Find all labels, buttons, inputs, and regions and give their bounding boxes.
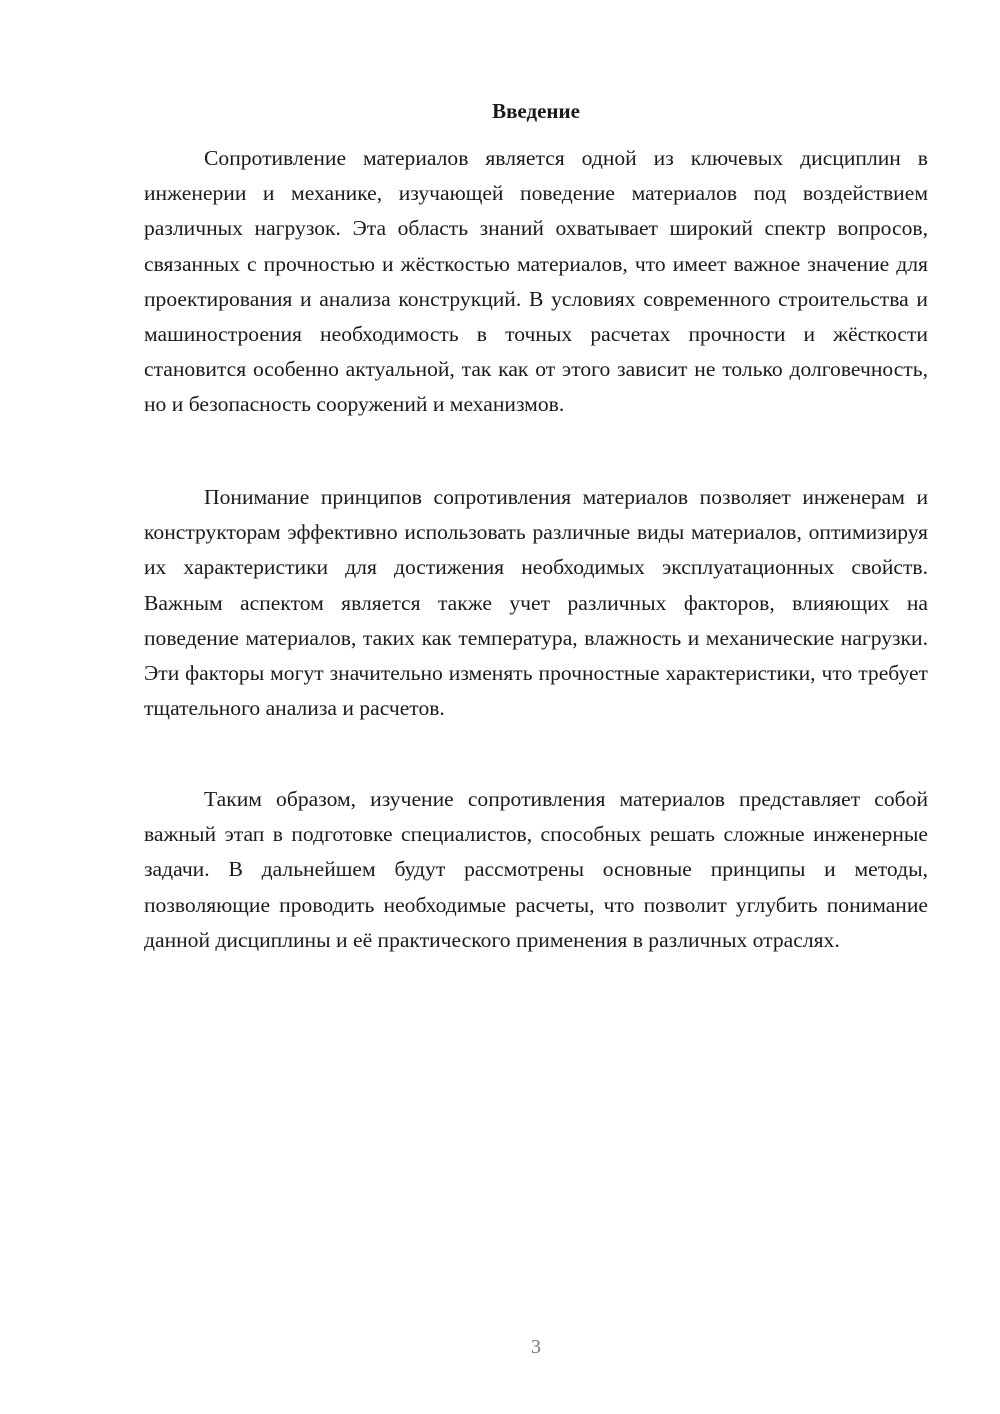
paragraph-3: Таким образом, изучение сопротивления материалов представляет собой важный этап в подготовке специалистов, способных решать сложные инженерные задачи. В дальнейшем будут рассмотрены основные принципы и методы, позволяющие проводить необходимые расчеты, что позволит углубить понимание данной дисциплины и её практического применения в различных отраслях.	[144, 787, 928, 952]
paragraph-1: Сопротивление материалов является одной из ключевых дисциплин в инженерии и механике, изучающей поведение материалов под воздействием различных нагрузок. Эта область знаний охватывает широкий спектр вопросов, связанных с прочностью и жёсткостью материалов, что имеет важное значение для проектирования и анализа конструкций. В условиях современного строительства и машиностроения необходимость в точных расчетах прочности и жёсткости становится особенно актуальной, так как от этого зависит не только долговечность, но и безопасность сооружений и механизмов.	[144, 146, 928, 417]
section-heading: Введение	[492, 99, 580, 123]
page-number: 3	[531, 1336, 541, 1358]
paragraph-2: Понимание принципов сопротивления материалов позволяет инженерам и конструкторам эффективно использовать различные виды материалов, оптимизируя их характеристики для достижения необходимых эксплуатационных свойств. Важным аспектом является также учет различных факторов, влияющих на поведение материалов, таких как температура, влажность и механические нагрузки. Эти факторы могут значительно изменять прочностные характеристики, что требует тщательного анализа и расчетов.	[144, 485, 928, 721]
